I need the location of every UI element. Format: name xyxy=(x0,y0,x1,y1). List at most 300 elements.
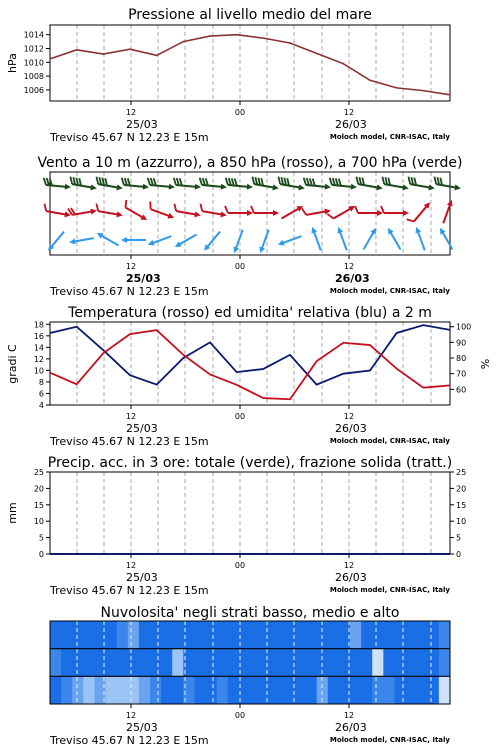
cloud-chart-title: Nuvolosita' negli strati basso, medio e alto xyxy=(100,605,400,621)
cloud-cell-medio xyxy=(383,649,395,677)
x-tick-label: 00 xyxy=(234,108,246,117)
wind-barb-head xyxy=(116,211,123,218)
wind-barb-shaft xyxy=(280,184,302,188)
cloud-cell-basso xyxy=(83,676,95,704)
cloud-cell-basso xyxy=(328,676,340,704)
wind-barb-head xyxy=(90,184,97,191)
wind-barb-shaft xyxy=(410,184,432,188)
wind-barb-feather xyxy=(355,206,358,213)
wind-barb-head xyxy=(413,226,421,234)
cloud-cell-basso xyxy=(228,676,240,704)
cloud-cell-basso xyxy=(383,676,395,704)
cloud-cell-alto xyxy=(83,621,95,649)
cloud-cell-medio xyxy=(228,649,240,677)
date-label: 25/03 xyxy=(126,721,158,734)
cloud-cell-medio xyxy=(217,649,229,677)
y-tick-label: 8 xyxy=(38,377,44,387)
wind-barb-head xyxy=(335,226,343,234)
y-axis-label: hPa xyxy=(6,53,19,73)
wind-barb-850 xyxy=(225,206,253,216)
wind-barb-850 xyxy=(440,199,454,225)
cloud-cell-basso xyxy=(306,676,318,704)
cloud-cell-medio xyxy=(361,649,373,677)
wind-barb-head xyxy=(95,230,103,238)
wind-barb-head xyxy=(116,184,123,191)
wind-barb-700 xyxy=(303,178,332,190)
wind-barb-shaft xyxy=(228,185,250,187)
x-tick-label: 12 xyxy=(343,711,355,720)
wind-barb-10m xyxy=(413,226,427,252)
wind-barb-shaft xyxy=(72,211,94,215)
y-tick-label: 14 xyxy=(33,343,44,353)
wind-barb-shaft xyxy=(306,211,328,215)
cloud-cell-basso xyxy=(406,676,418,704)
cloud-cell-basso xyxy=(161,676,173,704)
wind-barb-850 xyxy=(327,200,356,223)
y-tick-label: 20 xyxy=(33,484,44,494)
wind-barb-shaft xyxy=(176,185,198,187)
temp-chart-title: Temperatura (rosso) ed umidita' relativa (blu) a 2 m xyxy=(68,305,432,321)
cloud-cell-alto xyxy=(228,621,240,649)
date-label: 26/03 xyxy=(335,721,367,734)
wind-barb-shaft xyxy=(202,185,224,187)
y-right-tick-label: 80 xyxy=(456,354,467,364)
wind-barb-700 xyxy=(381,177,410,192)
cloud-cell-alto xyxy=(361,621,373,649)
y-right-tick-label: 25 xyxy=(456,468,467,477)
date-label: 26/03 xyxy=(335,571,367,584)
wind-barb-shaft xyxy=(50,232,64,249)
y-right-tick-label: 10 xyxy=(456,517,467,527)
wind-barb-10m xyxy=(147,233,173,247)
cloud-cell-alto xyxy=(328,621,340,649)
cloud-cell-medio xyxy=(239,649,251,677)
y-right-tick-label: 5 xyxy=(456,533,462,543)
wind-barb-10m xyxy=(335,226,349,252)
y-right-tick-label: 60 xyxy=(456,385,467,395)
cloud-cell-alto xyxy=(72,621,84,649)
cloud-cell-medio xyxy=(61,649,73,677)
wind-barb-700 xyxy=(147,178,176,190)
y-tick-label: 1006 xyxy=(23,85,44,95)
wind-barb-10m xyxy=(437,226,455,251)
wind-barb-head xyxy=(65,184,72,191)
cloud-cell-basso xyxy=(206,676,218,704)
cloud-cell-medio xyxy=(206,649,218,677)
cloud-cell-alto xyxy=(139,621,151,649)
wind-barb-10m xyxy=(385,226,403,251)
date-label: 25/03 xyxy=(126,272,161,285)
wind-barb-head xyxy=(370,226,378,234)
cloud-cell-basso xyxy=(417,676,429,704)
pressure-point xyxy=(103,53,105,55)
wind-barb-850 xyxy=(355,206,383,216)
location-line: Treviso 45.67 N 12.23 E 15m xyxy=(50,435,209,448)
cloud-cell-medio xyxy=(283,649,295,677)
wind-barb-shaft xyxy=(125,208,144,219)
wind-barb-700 xyxy=(121,178,150,190)
location-line: Treviso 45.67 N 12.23 E 15m xyxy=(50,285,209,298)
cloud-cell-medio xyxy=(406,649,418,677)
y-axis-label: mm xyxy=(6,502,19,524)
wind-barb-shaft xyxy=(358,184,380,188)
wind-barb-700 xyxy=(329,178,358,190)
wind-barb-head xyxy=(376,184,383,191)
wind-barb-10m xyxy=(257,229,271,255)
pressure-point xyxy=(369,79,371,81)
wind-barb-850 xyxy=(121,200,150,223)
wind-barb-shaft xyxy=(46,185,68,187)
y-right-axis-label: % xyxy=(479,358,492,370)
cloud-cell-basso xyxy=(72,676,84,704)
cloud-cell-basso xyxy=(283,676,295,704)
wind-barb-850 xyxy=(43,204,72,219)
wind-barb-head xyxy=(69,238,76,245)
cloud-cell-alto xyxy=(306,621,318,649)
x-tick-label: 12 xyxy=(125,711,137,720)
wind-barb-shaft xyxy=(72,238,94,242)
wind-barb-shaft xyxy=(281,236,302,244)
cloud-cell-alto xyxy=(383,621,395,649)
cloud-cell-alto xyxy=(294,621,306,649)
wind-barb-shaft xyxy=(235,230,243,251)
wind-barb-head xyxy=(147,240,155,248)
wind-barb-feather xyxy=(302,208,306,215)
pressure-point xyxy=(316,53,318,55)
cloud-cell-alto xyxy=(439,621,451,649)
wind-chart-title: Vento a 10 m (azzurro), a 850 hPa (rosso), a 700 hPa (verde) xyxy=(37,155,463,171)
cloud-cell-medio xyxy=(194,649,206,677)
cloud-cell-basso xyxy=(150,676,162,704)
x-tick-label: 00 xyxy=(234,711,246,720)
wind-barb-head xyxy=(121,237,127,243)
wind-barb-shaft xyxy=(414,205,428,222)
wind-barb-feather xyxy=(381,206,384,213)
wind-barb-head xyxy=(402,184,409,191)
pressure-point xyxy=(156,55,158,57)
wind-barb-shaft xyxy=(151,209,172,217)
date-label: 26/03 xyxy=(335,118,367,131)
y-tick-label: 1008 xyxy=(23,72,44,82)
wind-barb-head xyxy=(428,184,435,191)
date-label: 26/03 xyxy=(335,272,370,285)
wind-barb-feather xyxy=(95,204,99,211)
wind-barb-head xyxy=(447,199,455,207)
cloud-cell-basso xyxy=(394,676,406,704)
wind-barb-head xyxy=(325,184,332,191)
wind-barb-head xyxy=(385,226,393,234)
wind-barb-850 xyxy=(302,204,331,219)
x-tick-label: 12 xyxy=(343,561,355,570)
pressure-chart-title: Pressione al livello medio del mare xyxy=(128,7,372,23)
wind-barb-shaft xyxy=(332,185,354,187)
cloud-cell-alto xyxy=(239,621,251,649)
wind-barb-shaft xyxy=(98,184,120,188)
wind-barb-10m xyxy=(309,226,323,252)
pressure-point xyxy=(396,87,398,89)
cloud-cell-basso xyxy=(172,676,184,704)
cloud-cell-medio xyxy=(328,649,340,677)
wind-barb-head xyxy=(173,241,181,249)
cloud-cell-medio xyxy=(106,649,118,677)
wind-barb-10m xyxy=(173,232,198,250)
wind-barb-shaft xyxy=(417,230,425,251)
wind-barb-head xyxy=(140,214,148,222)
cloud-cell-medio xyxy=(117,649,129,677)
wind-barb-feather xyxy=(43,204,47,211)
y-tick-label: 10 xyxy=(33,366,44,376)
cloud-cell-basso xyxy=(361,676,373,704)
y-right-tick-label: 20 xyxy=(456,484,467,494)
y-tick-label: 1014 xyxy=(23,30,44,40)
cloud-cell-basso xyxy=(272,676,284,704)
y-tick-label: 18 xyxy=(33,320,44,330)
y-right-tick-label: 15 xyxy=(456,500,467,510)
wind-barb-head xyxy=(351,184,358,191)
cloud-cell-medio xyxy=(306,649,318,677)
pressure-point xyxy=(289,42,291,44)
y-tick-label: 0 xyxy=(38,550,44,559)
wind-barb-head xyxy=(403,210,409,216)
cloud-cell-medio xyxy=(350,649,362,677)
wind-barb-shaft xyxy=(177,235,196,246)
cloud-cell-alto xyxy=(250,621,262,649)
wind-barb-head xyxy=(143,184,150,191)
pressure-point xyxy=(129,48,131,50)
x-tick-label: 12 xyxy=(343,108,355,117)
wind-barb-10m xyxy=(69,235,95,245)
x-tick-label: 12 xyxy=(343,412,355,421)
wind-barb-head xyxy=(377,210,383,216)
wind-barb-feather xyxy=(173,204,177,211)
wind-barb-head xyxy=(231,246,239,254)
cloud-cell-alto xyxy=(150,621,162,649)
wind-barb-shaft xyxy=(442,230,453,249)
wind-barb-850 xyxy=(68,204,97,219)
wind-barb-shaft xyxy=(436,184,458,188)
temperature-line xyxy=(50,330,450,399)
cloud-cell-basso xyxy=(250,676,262,704)
wind-barb-700 xyxy=(433,177,462,192)
wind-barb-10m xyxy=(95,230,120,248)
cloud-cell-medio xyxy=(417,649,429,677)
x-tick-label: 12 xyxy=(125,412,137,421)
wind-barb-head xyxy=(247,184,254,191)
wind-barb-shaft xyxy=(176,211,198,215)
wind-barb-head xyxy=(273,210,279,216)
model-credit: Moloch model, CNR-ISAC, Italy xyxy=(329,586,450,594)
wind-barb-850 xyxy=(251,206,279,216)
cloud-cell-alto xyxy=(128,621,140,649)
wind-barb-shaft xyxy=(339,230,347,251)
cloud-cell-medio xyxy=(72,649,84,677)
pressure-point xyxy=(263,37,265,39)
wind-barb-head xyxy=(194,211,201,218)
wind-barb-shaft xyxy=(99,235,118,246)
wind-barb-850 xyxy=(280,203,305,221)
cloud-cell-basso xyxy=(106,676,118,704)
cloud-cell-alto xyxy=(106,621,118,649)
wind-barb-head xyxy=(195,184,202,191)
pressure-point xyxy=(343,63,345,65)
cloud-cell-medio xyxy=(428,649,440,677)
wind-barb-shaft xyxy=(254,184,276,188)
model-credit: Moloch model, CNR-ISAC, Italy xyxy=(329,736,450,744)
cloud-cell-alto xyxy=(161,621,173,649)
date-label: 25/03 xyxy=(126,571,158,584)
cloud-cell-medio xyxy=(250,649,262,677)
x-tick-label: 00 xyxy=(234,412,246,421)
wind-barb-feather xyxy=(148,202,153,210)
date-label: 25/03 xyxy=(126,422,158,435)
wind-barb-10m xyxy=(202,230,223,253)
cloud-cell-medio xyxy=(439,649,451,677)
wind-barb-10m xyxy=(46,230,67,253)
wind-barb-head xyxy=(309,226,317,234)
pressure-point xyxy=(449,94,451,96)
x-tick-label: 00 xyxy=(234,262,246,271)
pressure-point xyxy=(209,35,211,37)
cloud-cell-medio xyxy=(272,649,284,677)
y-tick-label: 25 xyxy=(33,468,44,477)
wind-barb-shaft xyxy=(151,236,172,244)
y-tick-label: 12 xyxy=(33,354,44,364)
wind-barb-shaft xyxy=(390,230,401,249)
humidity-line xyxy=(50,325,450,385)
y-right-tick-label: 100 xyxy=(456,322,472,332)
y-right-tick-label: 90 xyxy=(456,338,467,348)
x-tick-label: 12 xyxy=(125,108,137,117)
cloud-cell-basso xyxy=(350,676,362,704)
y-tick-label: 16 xyxy=(33,331,44,341)
cloud-cell-alto xyxy=(194,621,206,649)
cloud-cell-basso xyxy=(128,676,140,704)
x-tick-label: 12 xyxy=(125,262,137,271)
pressure-point xyxy=(236,34,238,36)
wind-barb-shaft xyxy=(261,230,269,251)
wind-barb-shaft xyxy=(306,185,328,187)
wind-barb-head xyxy=(257,246,265,254)
cloud-cell-alto xyxy=(428,621,440,649)
wind-barb-head xyxy=(277,240,285,248)
y-tick-label: 6 xyxy=(38,389,44,399)
x-tick-label: 00 xyxy=(234,561,246,570)
y-tick-label: 5 xyxy=(38,533,44,543)
cloud-cell-alto xyxy=(372,621,384,649)
cloud-cell-medio xyxy=(161,649,173,677)
cloud-cell-alto xyxy=(283,621,295,649)
location-line: Treviso 45.67 N 12.23 E 15m xyxy=(50,131,209,144)
wind-barb-shaft xyxy=(46,211,68,215)
cloud-cell-medio xyxy=(50,649,62,677)
wind-barb-head xyxy=(437,226,445,234)
cloud-cell-medio xyxy=(150,649,162,677)
cloud-cell-medio xyxy=(394,649,406,677)
wind-barb-head xyxy=(167,213,175,221)
wind-barb-700 xyxy=(69,177,98,192)
location-line: Treviso 45.67 N 12.23 E 15m xyxy=(50,584,209,597)
cloud-cell-alto xyxy=(406,621,418,649)
model-credit: Moloch model, CNR-ISAC, Italy xyxy=(329,437,450,445)
y-tick-label: 1012 xyxy=(23,44,44,54)
cloud-cell-basso xyxy=(239,676,251,704)
wind-barb-head xyxy=(298,184,305,191)
wind-barb-850 xyxy=(381,206,409,216)
cloud-cell-alto xyxy=(394,621,406,649)
pressure-line xyxy=(50,35,450,95)
cloud-cell-alto xyxy=(117,621,129,649)
cloud-cell-basso xyxy=(139,676,151,704)
wind-barb-850 xyxy=(147,202,177,221)
wind-barb-head xyxy=(220,211,227,218)
wind-barb-shaft xyxy=(281,208,300,219)
wind-barb-head xyxy=(272,184,279,191)
model-credit: Moloch model, CNR-ISAC, Italy xyxy=(329,133,450,141)
pressure-point xyxy=(423,90,425,92)
cloud-cell-medio xyxy=(172,649,184,677)
cloud-cell-basso xyxy=(439,676,451,704)
y-tick-label: 10 xyxy=(33,517,44,527)
cloud-cell-basso xyxy=(117,676,129,704)
wind-barb-feather xyxy=(199,204,203,211)
cloud-cell-medio xyxy=(128,649,140,677)
wind-barb-feather xyxy=(327,212,333,220)
wind-barb-feather xyxy=(225,206,228,213)
x-tick-label: 12 xyxy=(343,262,355,271)
wind-barb-shaft xyxy=(313,230,321,251)
y-tick-label: 15 xyxy=(33,500,44,510)
cloud-cell-alto xyxy=(217,621,229,649)
wind-barb-feather xyxy=(407,217,414,224)
wind-barb-shaft xyxy=(333,208,352,219)
cloud-cell-basso xyxy=(194,676,206,704)
date-label: 25/03 xyxy=(126,118,158,131)
cloud-cell-medio xyxy=(372,649,384,677)
cloud-cell-basso xyxy=(372,676,384,704)
cloud-cell-basso xyxy=(61,676,73,704)
cloud-cell-alto xyxy=(417,621,429,649)
wind-barb-10m xyxy=(277,233,303,247)
wind-barb-850 xyxy=(95,204,124,219)
cloud-cell-medio xyxy=(139,649,151,677)
y-tick-label: 4 xyxy=(38,401,44,410)
wind-barb-700 xyxy=(173,178,202,190)
y-tick-label: 1010 xyxy=(23,58,44,68)
wind-barb-700 xyxy=(407,177,436,192)
wind-barb-head xyxy=(169,184,176,191)
wind-barb-700 xyxy=(277,177,306,192)
cloud-cell-basso xyxy=(294,676,306,704)
pressure-point xyxy=(49,58,51,60)
date-label: 26/03 xyxy=(335,422,367,435)
wind-barb-700 xyxy=(43,178,72,190)
cloud-cell-basso xyxy=(428,676,440,704)
cloud-cell-alto xyxy=(172,621,184,649)
wind-barb-shaft xyxy=(150,185,172,187)
wind-barb-feather xyxy=(123,200,129,208)
wind-barb-10m xyxy=(231,229,245,255)
wind-barb-head xyxy=(454,184,461,191)
wind-barb-head xyxy=(221,184,228,191)
x-tick-label: 12 xyxy=(125,561,137,570)
cloud-cell-alto xyxy=(206,621,218,649)
wind-barb-10m xyxy=(121,237,146,243)
wind-barb-shaft xyxy=(364,230,375,249)
pressure-point xyxy=(183,41,185,43)
cloud-cell-medio xyxy=(294,649,306,677)
wind-barb-700 xyxy=(225,178,254,190)
cloud-cell-basso xyxy=(217,676,229,704)
